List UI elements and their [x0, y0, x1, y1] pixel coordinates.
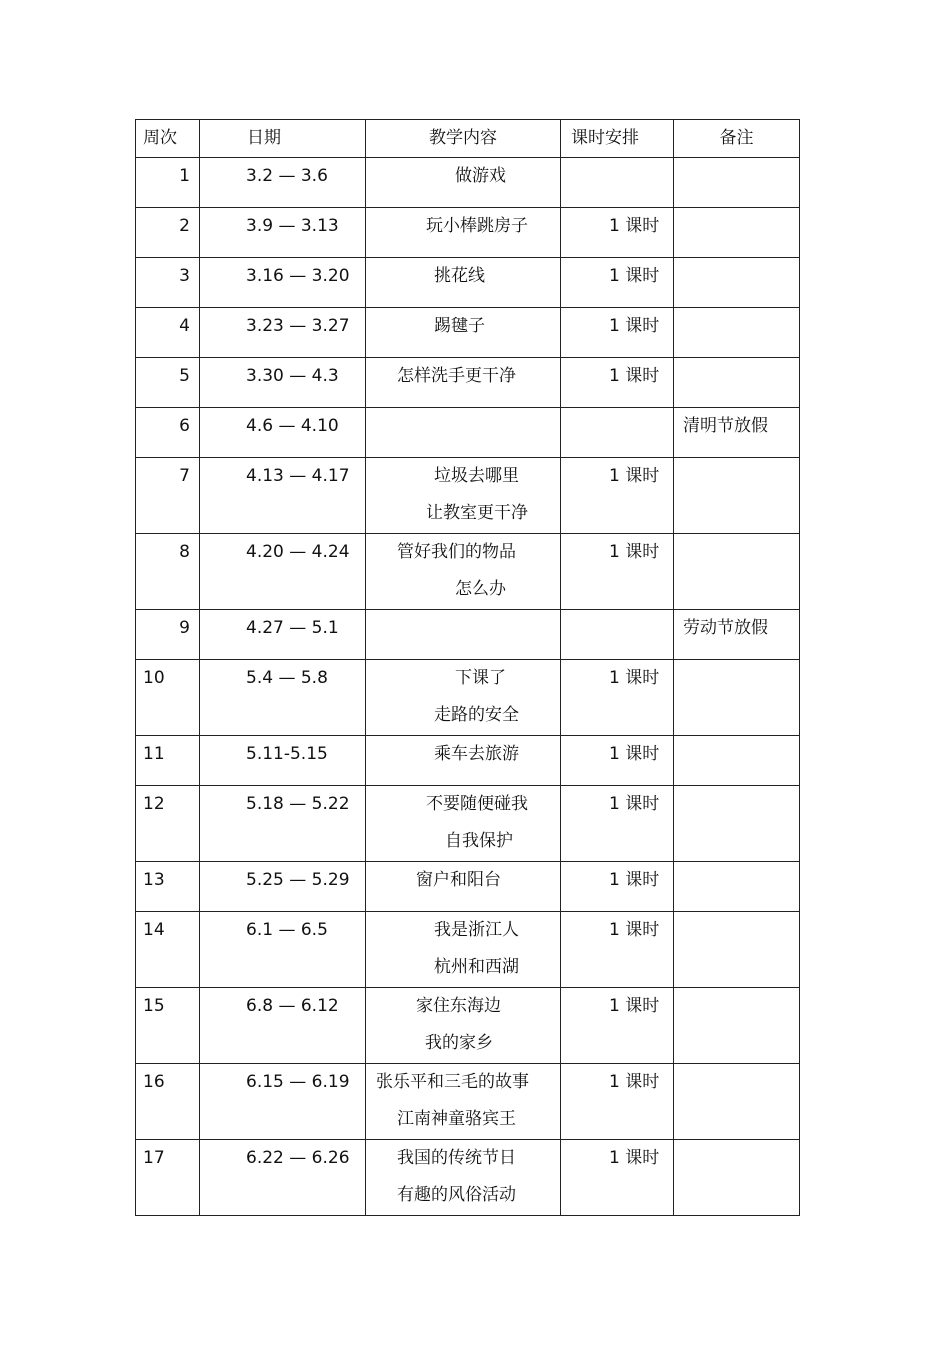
cell-hours: 1 课时 [561, 786, 674, 862]
cell-note [674, 988, 800, 1064]
content-line: 走路的安全 [434, 705, 519, 725]
cell-content [366, 208, 561, 258]
cell-note: 劳动节放假 [674, 610, 800, 660]
content-line: 有趣的风俗活动 [397, 1185, 516, 1205]
table-row [136, 158, 800, 208]
content-line: 怎样洗手更干净 [397, 366, 516, 386]
content-line: 窗户和阳台 [416, 870, 501, 890]
table-row [136, 1140, 800, 1216]
header-row [136, 120, 800, 158]
table-row [136, 458, 800, 534]
cell-content [366, 736, 561, 786]
content-line: 下课了 [455, 668, 506, 688]
content-line: 管好我们的物品 [397, 542, 516, 562]
cell-note [674, 534, 800, 610]
cell-date: 3.30 — 4.3 [200, 358, 366, 408]
cell-hours: 1 课时 [561, 308, 674, 358]
cell-note [674, 258, 800, 308]
cell-note [674, 1064, 800, 1140]
cell-content [366, 534, 561, 610]
cell-hours: 1 课时 [561, 458, 674, 534]
cell-week: 4 [136, 308, 200, 358]
cell-week: 6 [136, 408, 200, 458]
content-line: 不要随便碰我 [426, 794, 528, 814]
cell-content [366, 912, 561, 988]
table-body [136, 158, 800, 1216]
cell-content [366, 458, 561, 534]
cell-note [674, 1140, 800, 1216]
cell-hours: 1 课时 [561, 988, 674, 1064]
content-line: 乘车去旅游 [434, 744, 519, 764]
cell-hours [561, 158, 674, 208]
table-row [136, 358, 800, 408]
cell-content [366, 988, 561, 1064]
cell-hours: 1 课时 [561, 208, 674, 258]
cell-date: 6.8 — 6.12 [200, 988, 366, 1064]
cell-content [366, 1140, 561, 1216]
cell-week: 2 [136, 208, 200, 258]
cell-date: 4.20 — 4.24 [200, 534, 366, 610]
cell-week: 15 [136, 988, 200, 1064]
content-line: 我国的传统节日 [397, 1148, 516, 1168]
table-row [136, 786, 800, 862]
cell-week: 14 [136, 912, 200, 988]
cell-note [674, 736, 800, 786]
cell-date: 6.15 — 6.19 [200, 1064, 366, 1140]
cell-content [366, 308, 561, 358]
content-line: 自我保护 [445, 831, 513, 851]
cell-hours: 1 课时 [561, 534, 674, 610]
header-content: 教学内容 [366, 120, 561, 158]
cell-date: 6.1 — 6.5 [200, 912, 366, 988]
cell-week: 1 [136, 158, 200, 208]
table-row [136, 408, 800, 458]
cell-hours: 1 课时 [561, 258, 674, 308]
cell-week: 11 [136, 736, 200, 786]
cell-date: 3.16 — 3.20 [200, 258, 366, 308]
cell-date: 4.27 — 5.1 [200, 610, 366, 660]
header-note: 备注 [674, 120, 800, 158]
cell-note: 清明节放假 [674, 408, 800, 458]
cell-note [674, 158, 800, 208]
cell-content [366, 408, 561, 458]
cell-note [674, 912, 800, 988]
cell-week: 3 [136, 258, 200, 308]
table-row [136, 660, 800, 736]
cell-week: 5 [136, 358, 200, 408]
cell-content [366, 660, 561, 736]
content-line: 垃圾去哪里 [434, 466, 519, 486]
cell-content [366, 1064, 561, 1140]
cell-note [674, 358, 800, 408]
table-row [136, 988, 800, 1064]
cell-hours [561, 408, 674, 458]
cell-content [366, 786, 561, 862]
cell-date: 3.9 — 3.13 [200, 208, 366, 258]
content-line: 江南神童骆宾王 [397, 1109, 516, 1129]
cell-hours: 1 课时 [561, 660, 674, 736]
content-line: 杭州和西湖 [434, 957, 519, 977]
header-date: 日期 [200, 120, 366, 158]
content-line: 家住东海边 [416, 996, 501, 1016]
content-line: 玩小棒跳房子 [426, 216, 528, 236]
cell-note [674, 862, 800, 912]
table-row [136, 912, 800, 988]
content-line: 我的家乡 [425, 1033, 493, 1053]
cell-content [366, 862, 561, 912]
cell-week: 16 [136, 1064, 200, 1140]
cell-week: 9 [136, 610, 200, 660]
cell-content [366, 258, 561, 308]
content-line: 我是浙江人 [434, 920, 519, 940]
table-row [136, 1064, 800, 1140]
cell-week: 8 [136, 534, 200, 610]
cell-hours: 1 课时 [561, 358, 674, 408]
table-row [136, 534, 800, 610]
cell-week: 12 [136, 786, 200, 862]
cell-date: 3.2 — 3.6 [200, 158, 366, 208]
schedule-table [135, 119, 800, 1216]
table-row [136, 208, 800, 258]
cell-note [674, 458, 800, 534]
content-line: 让教室更干净 [426, 503, 528, 523]
cell-week: 17 [136, 1140, 200, 1216]
header-hours: 课时安排 [561, 120, 674, 158]
table-row [136, 258, 800, 308]
cell-date: 5.25 — 5.29 [200, 862, 366, 912]
cell-date: 5.11-5.15 [200, 736, 366, 786]
cell-content [366, 158, 561, 208]
cell-date: 4.13 — 4.17 [200, 458, 366, 534]
content-line: 踢毽子 [434, 316, 485, 336]
content-line: 做游戏 [455, 166, 506, 186]
table-row [136, 308, 800, 358]
cell-date: 6.22 — 6.26 [200, 1140, 366, 1216]
cell-hours: 1 课时 [561, 862, 674, 912]
cell-date: 3.23 — 3.27 [200, 308, 366, 358]
cell-content [366, 610, 561, 660]
cell-content [366, 358, 561, 408]
cell-date: 4.6 — 4.10 [200, 408, 366, 458]
cell-week: 13 [136, 862, 200, 912]
cell-date: 5.18 — 5.22 [200, 786, 366, 862]
cell-hours: 1 课时 [561, 736, 674, 786]
cell-note [674, 208, 800, 258]
cell-hours: 1 课时 [561, 912, 674, 988]
content-line: 怎么办 [455, 579, 506, 599]
cell-week: 7 [136, 458, 200, 534]
cell-hours: 1 课时 [561, 1064, 674, 1140]
cell-note [674, 786, 800, 862]
table-row [136, 862, 800, 912]
cell-note [674, 660, 800, 736]
content-line: 张乐平和三毛的故事 [376, 1072, 529, 1092]
table-row [136, 736, 800, 786]
table-row [136, 610, 800, 660]
header-week: 周次 [136, 120, 200, 158]
cell-hours: 1 课时 [561, 1140, 674, 1216]
cell-week: 10 [136, 660, 200, 736]
cell-hours [561, 610, 674, 660]
content-line: 挑花线 [434, 266, 485, 286]
cell-note [674, 308, 800, 358]
cell-date: 5.4 — 5.8 [200, 660, 366, 736]
